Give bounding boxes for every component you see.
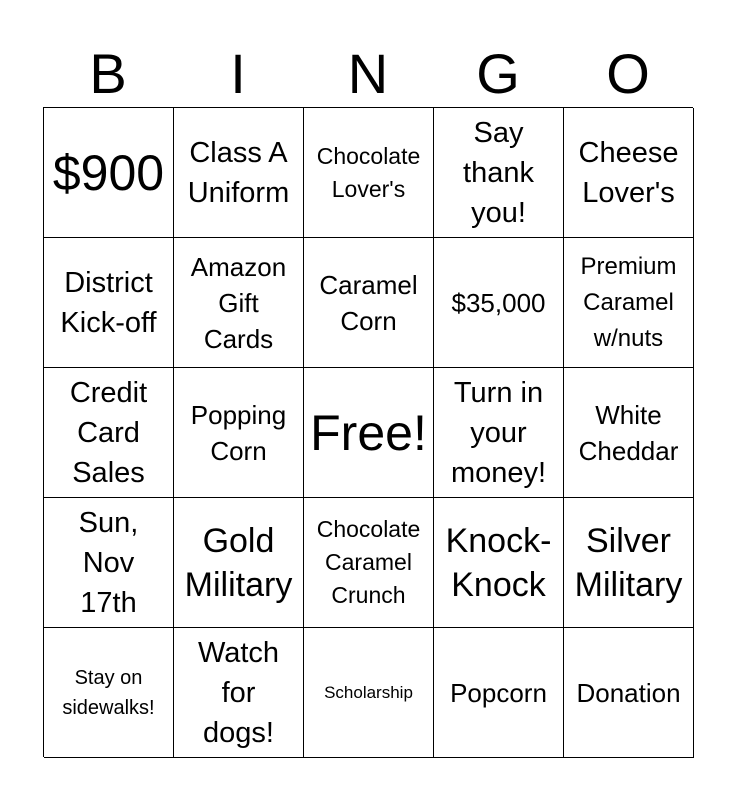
header-letter-o: O bbox=[606, 42, 650, 105]
bingo-cell-r4c5[interactable] bbox=[564, 498, 694, 628]
cell-text: Stay on sidewalks! bbox=[62, 666, 155, 719]
bingo-cell-r5c5[interactable] bbox=[564, 628, 694, 758]
bingo-cell-r2c5[interactable] bbox=[564, 238, 694, 368]
bingo-cell-r3c3[interactable] bbox=[304, 368, 434, 498]
bingo-cell-r4c2[interactable] bbox=[174, 498, 304, 628]
cell-text: Credit Card Sales bbox=[69, 376, 148, 489]
cell-text: Amazon Gift Cards bbox=[190, 251, 287, 354]
cell-text: Premium Caramel w/nuts bbox=[580, 252, 677, 352]
cell-text: Free! bbox=[310, 404, 427, 461]
bingo-cell-r1c1[interactable] bbox=[44, 108, 174, 238]
cell-text: $900 bbox=[52, 144, 165, 201]
cell-text: Scholarship bbox=[324, 682, 413, 702]
bingo-cell-r1c2[interactable] bbox=[174, 108, 304, 238]
bingo-cell-r5c3[interactable] bbox=[304, 628, 434, 758]
cell-text: Caramel Corn bbox=[319, 269, 418, 336]
header-letter-n: N bbox=[347, 42, 389, 105]
cell-text: Silver Military bbox=[574, 521, 683, 604]
bingo-cell-r3c5[interactable] bbox=[564, 368, 694, 498]
cell-text: Gold Military bbox=[184, 521, 293, 604]
bingo-cell-r2c3[interactable] bbox=[304, 238, 434, 368]
cell-text: Turn in your money! bbox=[450, 376, 547, 489]
bingo-header bbox=[43, 40, 693, 108]
cell-text: Say thank you! bbox=[463, 116, 534, 229]
bingo-cell-r3c2[interactable] bbox=[174, 368, 304, 498]
bingo-cell-r5c1[interactable] bbox=[44, 628, 174, 758]
cell-text: Popcorn bbox=[450, 677, 547, 708]
bingo-grid bbox=[43, 107, 693, 757]
cell-text: Donation bbox=[576, 677, 681, 708]
bingo-cell-r4c1[interactable] bbox=[44, 498, 174, 628]
bingo-cell-r3c1[interactable] bbox=[44, 368, 174, 498]
cell-text: Watch for dogs! bbox=[197, 636, 280, 749]
bingo-cell-r1c4[interactable] bbox=[434, 108, 564, 238]
bingo-cell-r5c2[interactable] bbox=[174, 628, 304, 758]
cell-text: Sun, Nov 17th bbox=[78, 506, 139, 619]
bingo-cell-r1c3[interactable] bbox=[304, 108, 434, 238]
cell-text: $35,000 bbox=[451, 287, 546, 318]
bingo-cell-r4c3[interactable] bbox=[304, 498, 434, 628]
cell-text: Knock- Knock bbox=[445, 521, 552, 604]
cell-text: Cheese Lover's bbox=[578, 136, 679, 209]
cell-text: Chocolate Lover's bbox=[316, 142, 421, 202]
cell-text: Popping Corn bbox=[190, 399, 287, 466]
bingo-cell-r4c4[interactable] bbox=[434, 498, 564, 628]
bingo-cell-r5c4[interactable] bbox=[434, 628, 564, 758]
header-letter-g: G bbox=[476, 42, 520, 105]
cell-text: Chocolate Caramel Crunch bbox=[316, 516, 421, 608]
bingo-cell-r2c4[interactable] bbox=[434, 238, 564, 368]
bingo-cell-r2c2[interactable] bbox=[174, 238, 304, 368]
cell-text: Class A Uniform bbox=[187, 136, 290, 209]
bingo-cell-r2c1[interactable] bbox=[44, 238, 174, 368]
header-letter-i: I bbox=[230, 42, 246, 105]
bingo-cell-r3c4[interactable] bbox=[434, 368, 564, 498]
cell-text: District Kick-off bbox=[60, 266, 157, 339]
cell-text: White Cheddar bbox=[578, 399, 679, 466]
bingo-cell-r1c5[interactable] bbox=[564, 108, 694, 238]
header-letter-b: B bbox=[89, 42, 127, 105]
